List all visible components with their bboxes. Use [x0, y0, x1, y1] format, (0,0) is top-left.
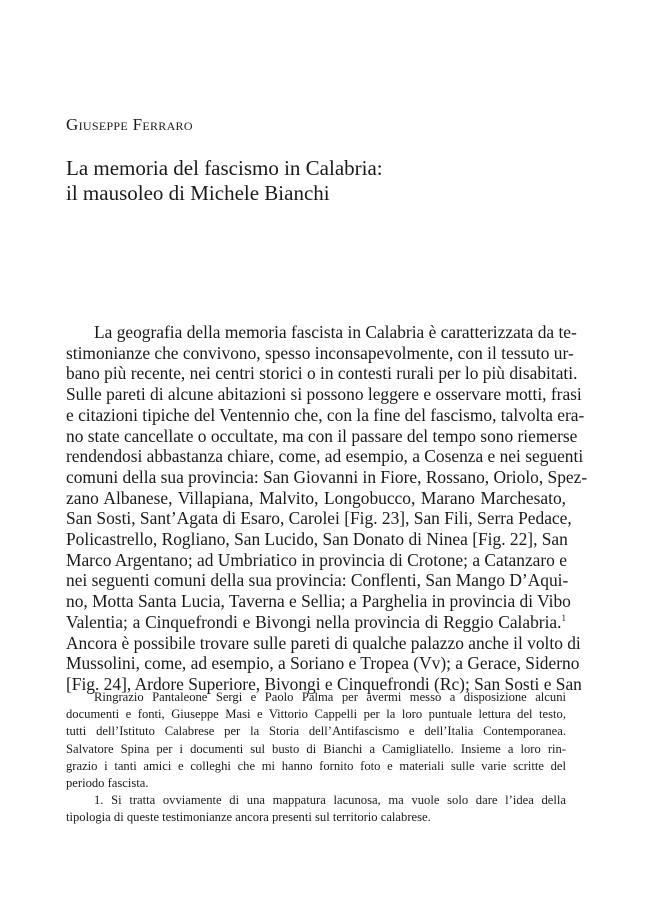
acknowledgement-line: periodo fascista.: [66, 776, 149, 791]
body-line: Mussolini, come, ad esempio, a Soriano e Tropea (Vv); a Gerace, Siderno: [66, 653, 580, 674]
body-line-with-footnote: [66, 612, 566, 633]
footnotes: [66, 689, 566, 827]
body-line: nei seguenti comuni della sua provincia: Conflenti, San Mango D’Aqui-: [66, 570, 569, 591]
footnote-reference[interactable]: 1: [561, 613, 566, 624]
body-line: no state cancellate o occultate, ma con il passare del tempo sono riemerse: [66, 425, 578, 446]
body-line: zano Albanese, Villapiana, Malvito, Longobucco, Marano Marchesato,: [66, 487, 566, 508]
footnote-line: 1. Si tratta ovviamente di una mappatura lacunosa, ma vuole solo dare l’idea della: [94, 793, 566, 808]
body-line: rendendosi abbastanza chiare, come, ad esempio, a Cosenza e nei seguenti: [66, 446, 584, 467]
body-line: [Fig. 24], Ardore Superiore, Bivongi e Cinquefrondi (Rc); San Sosti e San: [66, 673, 582, 694]
footnote-line: tipologia di queste testimonianze ancora presenti sul territorio calabrese.: [66, 810, 431, 825]
body-line: Marco Argentano; ad Umbriatico in provincia di Crotone; a Catanzaro e: [66, 549, 567, 570]
acknowledgement-line: documenti e fonti, Giuseppe Masi e Vittorio Cappelli per la loro puntuale lettura del testo,: [66, 707, 566, 722]
title-line: il mausoleo di Michele Bianchi: [66, 181, 330, 205]
article-title: [66, 156, 566, 206]
body-line: bano più recente, nei centri storici o in contesti rurali per lo più disabitati.: [66, 363, 578, 384]
body-line: no, Motta Santa Lucia, Taverna e Sellia; a Parghelia in provincia di Vibo: [66, 591, 571, 612]
acknowledgement-line: tutti dell’Istituto Calabrese per la Storia dell’Antifascismo e dell’Italia Contemporanea.: [66, 724, 566, 739]
body-line: Ancora è possibile trovare sulle pareti di qualche palazzo anche il volto di: [66, 632, 581, 653]
body-line: e citazioni tipiche del Ventennio che, con la fine del fascismo, talvolta era-: [66, 404, 585, 425]
body-line: San Sosti, Sant’Agata di Esaro, Carolei [Fig. 23], San Fili, Serra Pedace,: [66, 508, 572, 529]
title-line: La memoria del fascismo in Calabria:: [66, 156, 383, 180]
acknowledgement-line: Ringrazio Pantaleone Sergi e Paolo Palma per avermi messo a disposizione alcuni: [94, 690, 566, 704]
body-line-text: Valentia; a Cinquefrondi e Bivongi nella provincia di Reggio Calabria.: [66, 611, 562, 632]
body-line: stimonianze che convivono, spesso inconsapevolmente, con il tessuto ur-: [66, 342, 574, 363]
body-line: Sulle pareti di alcune abitazioni si possono leggere e osservare motti, frasi: [66, 384, 582, 405]
body-line: Policastrello, Rogliano, San Lucido, San Donato di Ninea [Fig. 22], San: [66, 529, 568, 550]
author-name: Giuseppe Ferraro: [66, 115, 193, 134]
acknowledgement-line: Salvatore Spina per i documenti sul busto di Bianchi a Camigliatello. Insieme a loro rin-: [66, 741, 566, 756]
body-line: La geografia della memoria fascista in Calabria è caratterizzata da te-: [94, 322, 577, 342]
body-line: comuni della sua provincia: San Giovanni in Fiore, Rossano, Oriolo, Spez-: [66, 466, 588, 487]
body-paragraph: [66, 322, 588, 695]
acknowledgement-line: grazio i tanti amici e colleghi che mi hanno fornito foto e materiali sulle varie scritte del: [66, 758, 566, 773]
